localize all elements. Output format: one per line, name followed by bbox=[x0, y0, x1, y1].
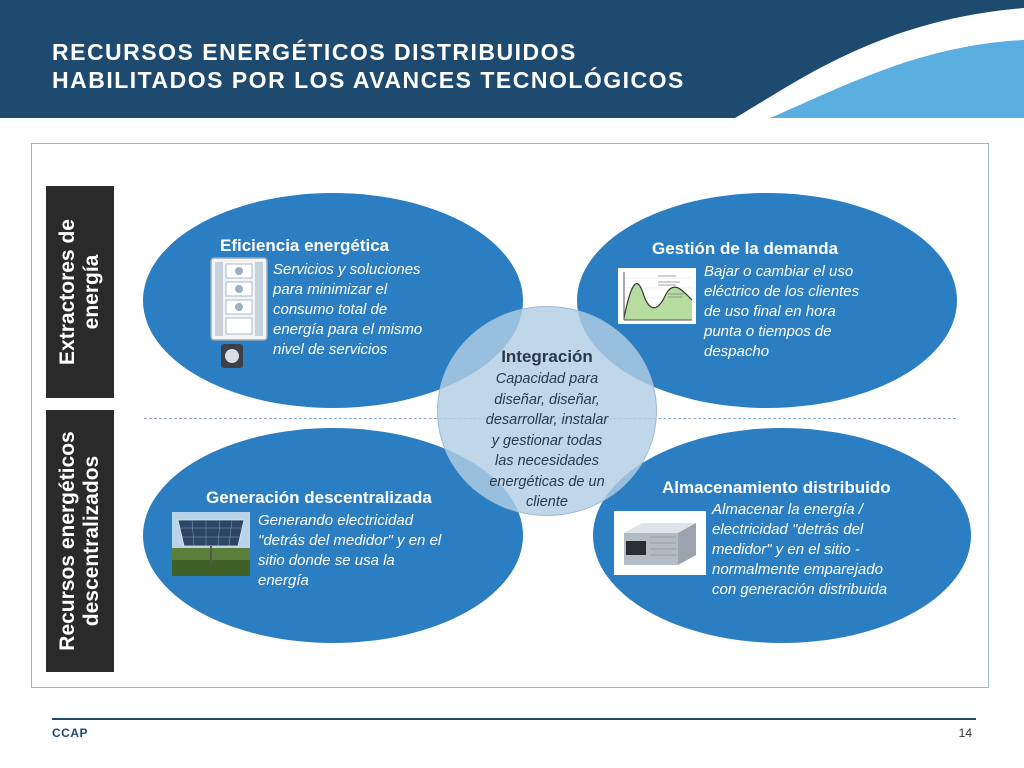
demand-line-2: eléctrico de los clientes bbox=[704, 283, 860, 300]
side-label-top-line2: energía bbox=[80, 254, 103, 330]
efficiency-line-5: nivel de servicios bbox=[273, 341, 388, 358]
storage-line-5: con generación distribuida bbox=[712, 581, 888, 598]
storage-title: Almacenamiento distribuido bbox=[662, 478, 891, 497]
building-icon bbox=[209, 256, 271, 370]
side-label-decentralized-resources bbox=[46, 410, 114, 672]
storage-line-3: medidor" y en el sitio - bbox=[712, 541, 860, 558]
efficiency-line-4: energía para el mismo bbox=[273, 321, 423, 338]
storage-line-1: Almacenar la energía / bbox=[712, 501, 863, 518]
integration-circle bbox=[437, 306, 657, 516]
side-label-energy-extractors bbox=[46, 186, 114, 398]
side-label-bottom-line1: Recursos energéticos bbox=[56, 431, 79, 651]
efficiency-line-2: para minimizar el bbox=[273, 281, 388, 298]
efficiency-line-3: consumo total de bbox=[273, 301, 388, 318]
demand-description bbox=[704, 262, 859, 362]
battery-icon bbox=[614, 511, 706, 575]
integration-line-7: cliente bbox=[526, 494, 568, 510]
integration-line-1: Capacidad para bbox=[495, 371, 599, 387]
solar-panel-icon bbox=[172, 512, 250, 576]
efficiency-line-1: Servicios y soluciones bbox=[273, 261, 421, 278]
generation-line-3: sitio donde se usa la bbox=[258, 552, 395, 569]
side-label-top-line1: Extractores de bbox=[56, 219, 79, 365]
integration-line-4: y gestionar todas bbox=[491, 432, 603, 449]
storage-description bbox=[712, 500, 887, 600]
integration-line-5: las necesidades bbox=[495, 453, 599, 469]
integration-line-2: diseñar, diseñar, bbox=[494, 391, 600, 408]
generation-title: Generación descentralizada bbox=[206, 488, 432, 507]
title-line-1: RECURSOS ENERGÉTICOS DISTRIBUIDOS bbox=[52, 39, 577, 65]
demand-line-1: Bajar o cambiar el uso bbox=[704, 263, 854, 280]
load-curve-chart-icon bbox=[618, 268, 696, 324]
header-banner bbox=[0, 0, 1024, 118]
footer-rule bbox=[52, 718, 976, 720]
demand-line-5: despacho bbox=[704, 343, 770, 360]
efficiency-description bbox=[273, 260, 422, 360]
efficiency-title: Eficiencia energética bbox=[220, 236, 390, 255]
integration-line-3: desarrollar, instalar bbox=[485, 412, 609, 428]
integration-description bbox=[438, 369, 656, 513]
demand-line-4: punta o tiempos de bbox=[704, 323, 832, 340]
page-title bbox=[52, 38, 685, 94]
side-label-bottom-line2: descentralizados bbox=[80, 455, 103, 627]
integration-line-6: energéticas de un bbox=[489, 473, 605, 490]
storage-line-2: electricidad "detrás del bbox=[712, 521, 864, 538]
generation-line-1: Generando electricidad bbox=[258, 512, 414, 529]
demand-title: Gestión de la demanda bbox=[652, 239, 839, 258]
title-line-2: HABILITADOS POR LOS AVANCES TECNOLÓGICOS bbox=[52, 67, 685, 93]
generation-line-2: "detrás del medidor" y en el bbox=[258, 532, 442, 549]
storage-line-4: normalmente emparejado bbox=[712, 561, 883, 578]
integration-title: Integración bbox=[501, 347, 593, 366]
page-number: 14 bbox=[958, 726, 972, 740]
demand-line-3: de uso final en hora bbox=[704, 303, 836, 320]
footer-org: CCAP bbox=[52, 726, 89, 740]
generation-description bbox=[258, 511, 441, 591]
generation-line-4: energía bbox=[258, 572, 309, 589]
